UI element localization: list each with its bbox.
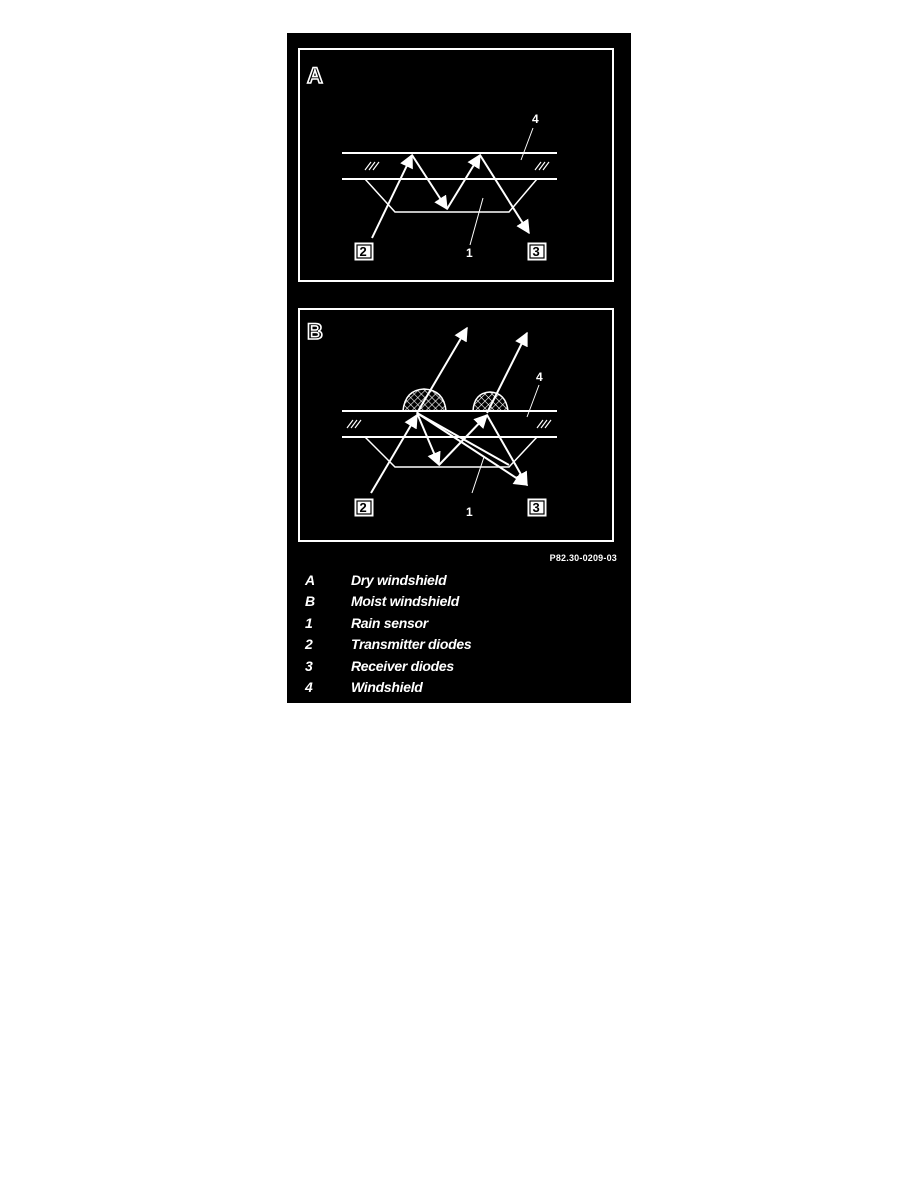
receiver-box-label: 3 — [532, 500, 540, 515]
callout-4-leader — [521, 128, 533, 160]
legend-key: 1 — [305, 614, 313, 631]
figure-reference-code: P82.30-0209-03 — [549, 553, 617, 563]
legend-key: 3 — [305, 657, 313, 674]
panel-b — [299, 309, 613, 541]
legend-item — [305, 634, 615, 656]
legend-label: Dry windshield — [351, 571, 447, 588]
legend-label: Moist windshield — [351, 593, 459, 610]
legend-item — [305, 591, 615, 613]
legend-label: Windshield — [351, 679, 423, 696]
legend-key: A — [305, 571, 316, 588]
callout-sensor-label: 1 — [466, 246, 473, 260]
transmitter-box-label: 2 — [359, 244, 367, 259]
panel-b-frame — [299, 309, 613, 541]
rain-sensor-figure — [287, 33, 631, 703]
legend-key: 2 — [305, 636, 313, 653]
glass-hatch-marks — [347, 420, 551, 428]
callout-windshield-label: 4 — [532, 112, 539, 126]
callout-sensor-label: 1 — [466, 505, 473, 519]
panel-a — [299, 49, 613, 281]
legend-item — [305, 569, 615, 591]
callout-1-leader — [470, 198, 483, 245]
legend-label: Transmitter diodes — [351, 636, 472, 653]
callout-windshield-label: 4 — [536, 370, 543, 384]
transmitter-box-label: 2 — [359, 500, 367, 515]
rain-sensor-body — [365, 179, 537, 212]
panel-b-letter: B — [307, 319, 323, 344]
legend-label: Receiver diodes — [351, 657, 454, 674]
glass-hatch-marks — [365, 162, 549, 170]
panel-a-letter: A — [307, 63, 323, 88]
legend-key: B — [305, 593, 316, 610]
legend-item — [305, 655, 615, 677]
legend-key: 4 — [305, 679, 313, 696]
legend-item — [305, 612, 615, 634]
callout-1-leader — [472, 457, 484, 493]
receiver-box-label: 3 — [532, 244, 540, 259]
light-beam-path — [372, 155, 529, 238]
callout-4-leader — [527, 385, 539, 417]
panel-a-frame — [299, 49, 613, 281]
legend — [305, 569, 615, 698]
legend-label: Rain sensor — [351, 614, 428, 631]
legend-item — [305, 677, 615, 699]
